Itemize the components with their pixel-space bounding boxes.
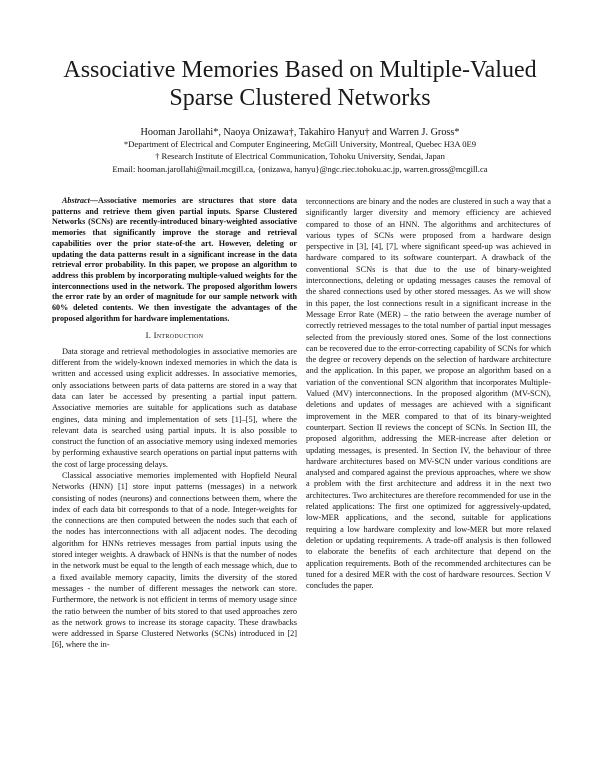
intro-paragraph-2: Classical associative memories implemented with Hopfield Neural Networks (HNN) [1] store input patterns (messages) in a network consisting of nodes (neurons) and connections between them, where the index of each data bit corresponds to that of a node. Integer-weights for the connections are then computed between the nodes such that each of the nodes has interconnections with all adjacent nodes. The decoding algorithm for HNNs retrieves messages from partial inputs using the stored integer weights. A drawback of HNNs is that the number of nodes in the network must be equal to the length of each message which, due to a fixed available memory capacity, limits the diversity of the stored messages - the number of different messages the network can store. Furthermore, the network is not efficient in terms of memory usage since the ratio between the number of bits stored to that used approaches zero as the network grows to increase its storage capacity. These drawbacks were addressed in Sparse Clustered Networks (SCNs) introduced in [2] [6], where the in- (52, 471, 297, 650)
intro-paragraph-2-continued: terconnections are binary and the nodes are clustered in such a way that a significantly larger diversity and memory efficiency are achieved compared to those of an HNN. The algorithms and architectures of various types of SCNs were proposed from a hardware design perspective in [3], [4], [7], where significant speed-up was achieved in hardware compared to its software counterpart. A drawback of the conventional SCNs is that due to the use of binary-weighted interconnections, deleting or updating messages causes the removal of the shared connections used by other stored messages. As we will show in this paper, the lost connections result in a significant increase in the Message Error Rate (MER) – the ratio between the average number of correctly retrieved messages to the total number of partial input messages selected from the previously stored ones. Some of the lost connections can be recovered due to the error-correcting capability of SCNs for which the degree or recovery depends on the selection of hardware architecture and the application. In this paper, we propose an algorithm based on a variation of the conventional SCN algorithm that incorporates Multiple-Valued (MV) interconnections. In the proposed algorithm (MV-SCN), deletions and updates of messages are achieved with a significant improvement in the MER compared to that of its binary-weighted counterpart. Section II reviews the concept of SCNs. In Section III, the proposed algorithm, addressing the MER-increase after deletion or updating messages, is presented. In Section IV, the behaviour of three hardware architectures based on MV-SCN under various conditions are analysed and compared against the previous approaches, where we show a problem with the first architecture and address it in the next two architectures. Two architectures are therefore recommended for use in the related applications: The first one optimized for aggressively-updated, low-MER applications, and the second, suitable for applications requiring a low hardware complexity and low-MER but more relaxed deletion or updating requirements. A trade-off analysis is then followed to elaborate the benefits of each architecture that depend on the application requirements. Both of the recommended architectures can be tuned for a desired MER with the cost of hardware resources. Section V concludes the paper. (306, 197, 551, 591)
right-column (306, 196, 551, 591)
paper-title: Associative Memories Based on Multiple-Valued Sparse Clustered Networks (63, 57, 537, 111)
abstract-text: —Associative memories are structures that store data patterns and retrieve them given partial inputs. Sparse Clustered Networks (SCNs) are recently-introduced binary-weighted associative memories that significantly improve the storage and retrieval capabilities over the prior state-of-the art. However, deleting or updating the data patterns result in a significant increase in the data retrieval error probability. In this paper, we propose an algorithm to address this problem by incorporating multiple-valued weights for the interconnections used in the network. The proposed algorithm lowers the error rate by an order of magnitude for our sample network with 60% deleted contents. We then investigate the advantages of the proposed algorithm for hardware implementations. (52, 196, 297, 323)
abstract (52, 196, 297, 324)
intro-paragraph-1: Data storage and retrieval methodologies in associative memories are different from the widely-known indexed memories in which the data is written and accessed using explicit addresses. In associative memories, only associations between parts of data patterns are stored in a way that data can later be accessed by presenting a partial input pattern. Associative memories are suitable for applications such as database engines, data mining and implementation of sets [1]–[5], where the relevant data is searched using partial inputs. It is also possible to construct the function of an associative memory using indexed memories by performing exhaustive search operations on partial input patterns with the cost of large processing delays. (52, 346, 297, 469)
affiliation-tohoku: † Research Institute of Electrical Communication, Tohoku University, Sendai, Japan (155, 151, 445, 161)
affiliation-mcgill: *Department of Electrical and Computer Engineering, McGill University, Montreal, Quebec H3A 0E9 (123, 139, 477, 149)
author-list: Hooman Jarollahi*, Naoya Onizawa†, Takahiro Hanyu† and Warren J. Gross* (140, 127, 460, 138)
abstract-label: Abstract (62, 196, 90, 205)
left-column (52, 196, 297, 651)
author-emails: Email: hooman.jarollahi@mail.mcgill.ca, {onizawa, hanyu}@ngc.riec.tohoku.ac.jp, warren.gross@mcgill.ca (112, 164, 488, 174)
section-heading-introduction: I. Introduction (145, 330, 204, 341)
